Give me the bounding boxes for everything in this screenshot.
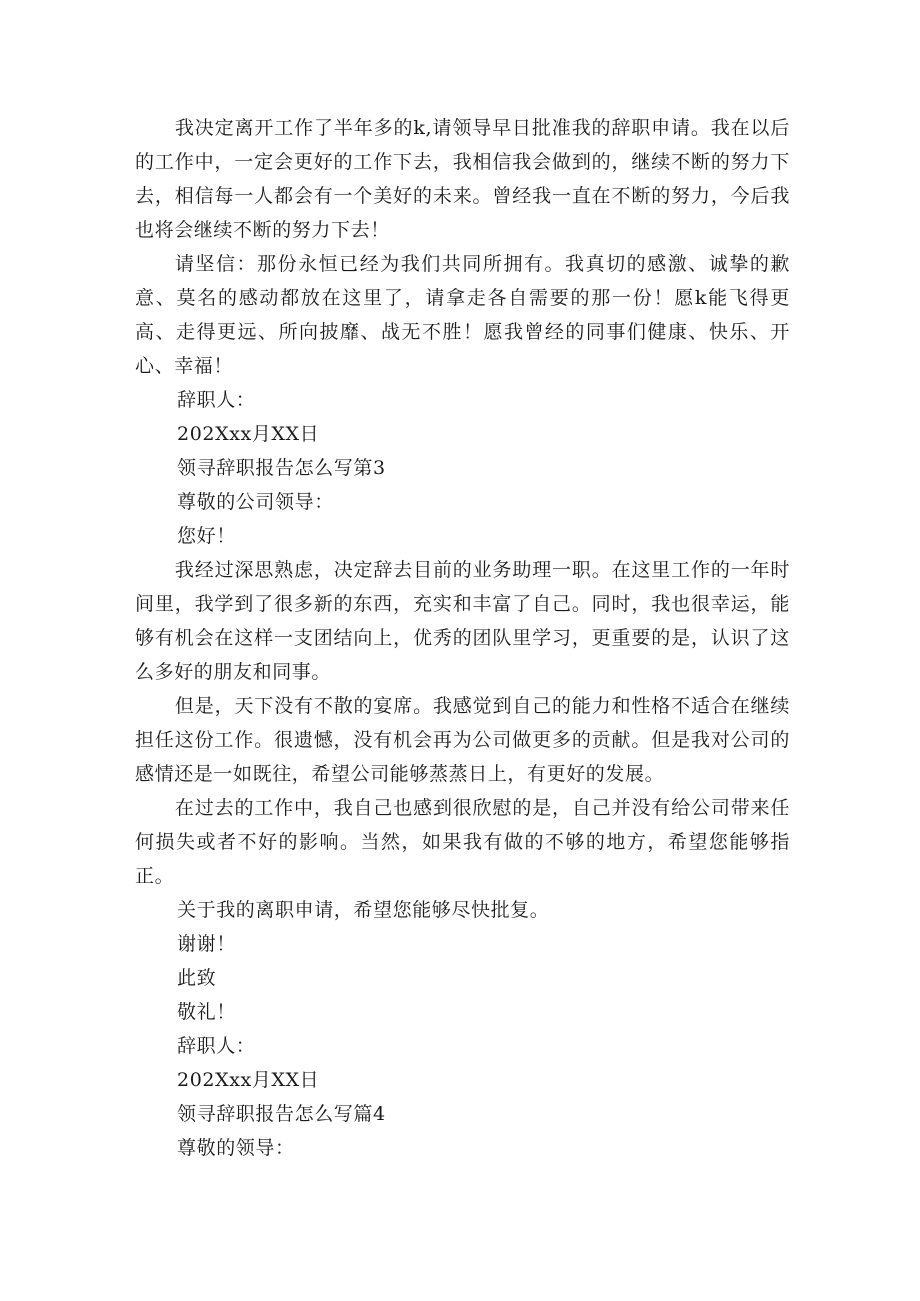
- date-line: 202Xxx月XX日: [177, 423, 320, 445]
- paragraph-belief: 请坚信：那份永恒已经为我们共同所拥有。我真切的感激、诚挚的歉意、莫名的感动都放在这里了，请拿走各自需要的那一份！愿k能飞得更高、走得更远、所向披靡、战无不胜！愿我曾经的同事们健康、快乐、开心、幸福！: [135, 253, 790, 377]
- salutation: 尊敬的公司领导：: [177, 491, 334, 513]
- date-line: 202Xxx月XX日: [177, 1069, 320, 1091]
- thanks-line: 谢谢！: [177, 933, 236, 955]
- paragraph-reflection: 在过去的工作中，我自己也感到很欣慰的是，自己并没有给公司带来任何损失或者不好的影响。当然，如果我有做的不够的地方，希望您能够指正。: [135, 797, 790, 887]
- salutation: 尊敬的领导：: [177, 1137, 295, 1159]
- greeting: 您好！: [177, 525, 236, 547]
- signature-label: 辞职人：: [177, 389, 256, 411]
- regards-line: 敬礼！: [177, 1001, 236, 1023]
- document-body: [135, 111, 790, 1165]
- paragraph-decision: 我经过深思熟虑，决定辞去目前的业务助理一职。在这里工作的一年时间里，我学到了很多新的东西，充实和丰富了自己。同时，我也很幸运，能够有机会在这样一支团结向上，优秀的团队里学习，更重要的是，认识了这么多好的朋友和同事。: [135, 559, 790, 683]
- signature-label: 辞职人：: [177, 1035, 256, 1057]
- section-heading: 领寻辞职报告怎么写篇4: [177, 1103, 386, 1125]
- paragraph-reason: 但是，天下没有不散的宴席。我感觉到自己的能力和性格不适合在继续担任这份工作。很遗憾，没有机会再为公司做更多的贡献。但是我对公司的感情还是一如既往，希望公司能够蒸蒸日上，有更好的发展。: [135, 695, 790, 785]
- paragraph-intro: 我决定离开工作了半年多的k,请领导早日批准我的辞职申请。我在以后的工作中，一定会更好的工作下去，我相信我会做到的，继续不断的努力下去，相信每一人都会有一个美好的未来。曾经我一直在不断的努力，今后我也将会继续不断的努力下去！: [135, 117, 790, 241]
- request-line: 关于我的离职申请，希望您能够尽快批复。: [177, 899, 550, 921]
- section-heading: 领寻辞职报告怎么写第3: [177, 457, 386, 479]
- closing-line: 此致: [177, 967, 217, 989]
